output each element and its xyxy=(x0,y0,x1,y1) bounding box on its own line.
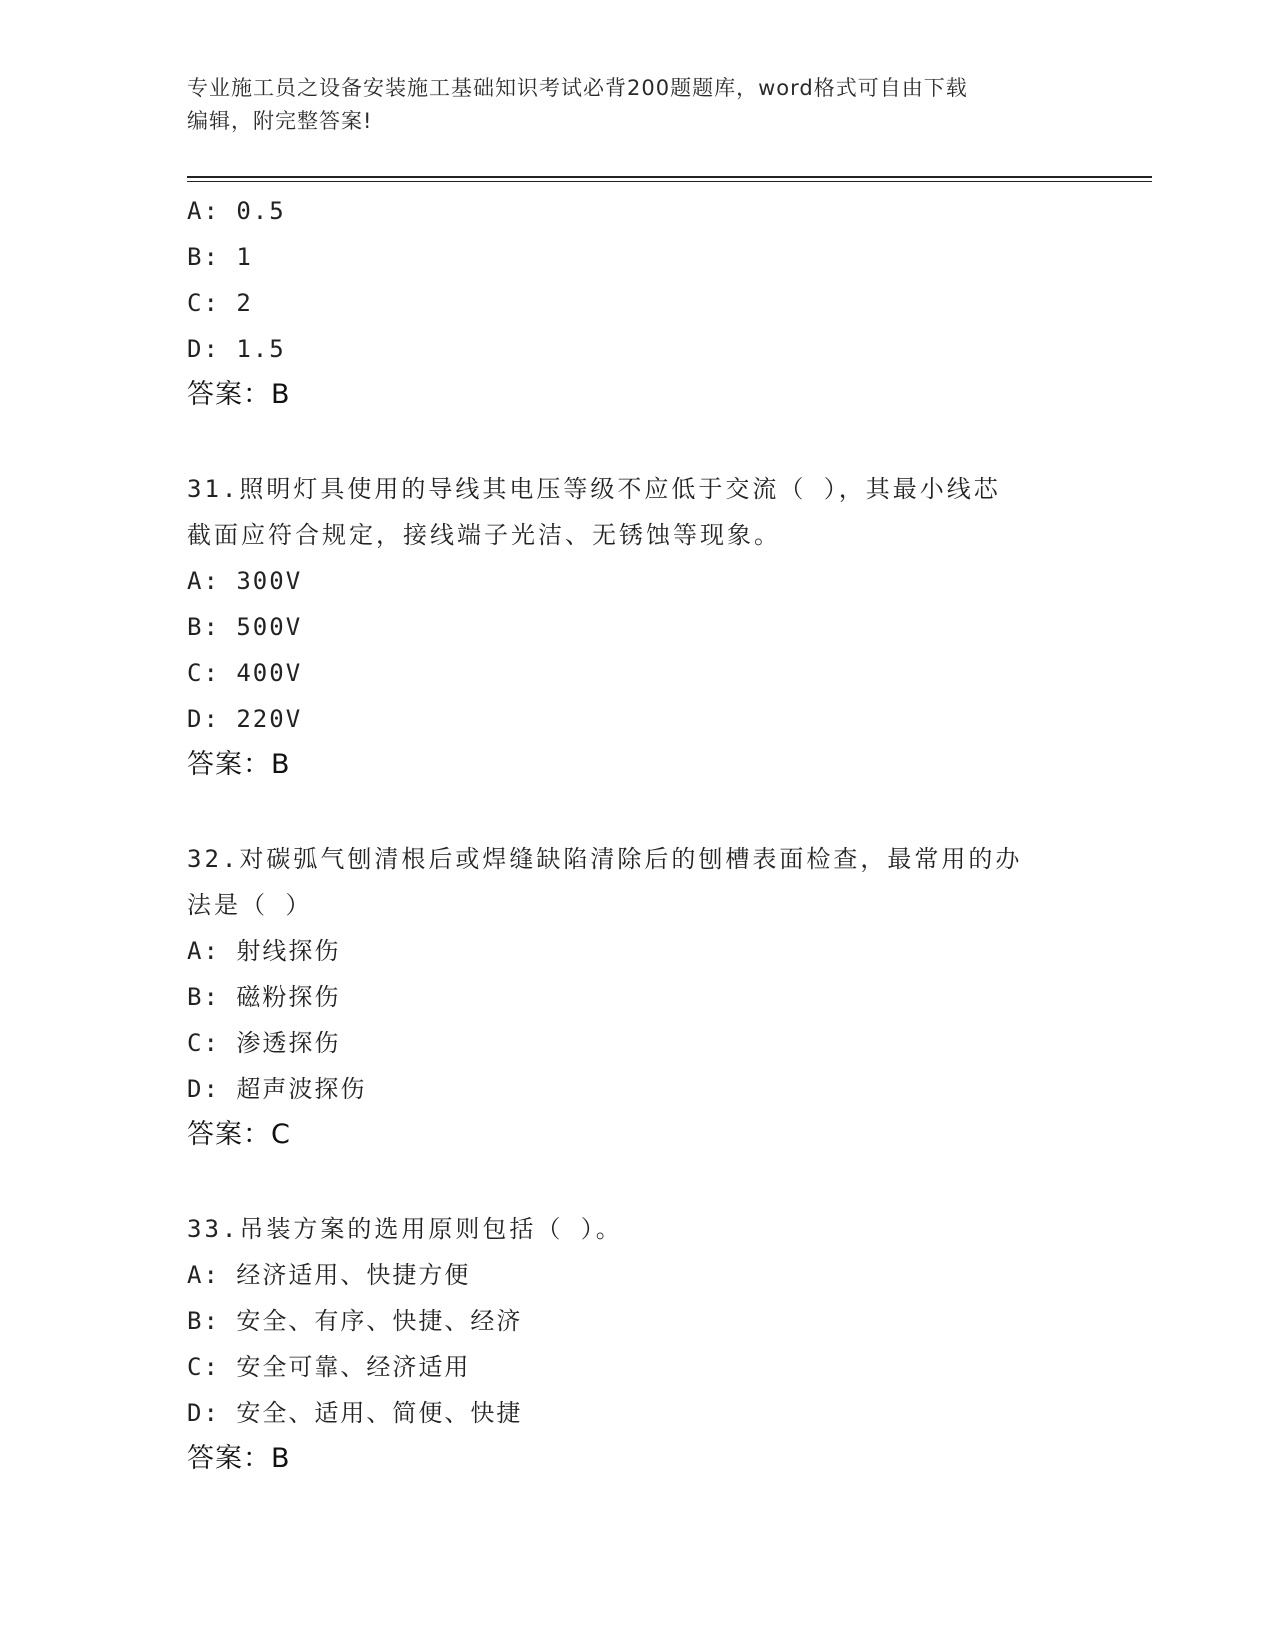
option-b: B: 磁粉探伤 xyxy=(187,983,341,1011)
question-spacer xyxy=(187,788,1087,836)
header-line-1: 专业施工员之设备安装施工基础知识考试必背200题题库，word格式可自由下载 xyxy=(187,76,968,100)
header-divider-bottom xyxy=(187,181,1152,182)
option-d: D: 220V xyxy=(187,705,303,733)
question-stem-line-1: 31.照明灯具使用的导线其电压等级不应低于交流（ ），其最小线芯 xyxy=(187,475,1001,503)
option-b: B: 1 xyxy=(187,243,253,271)
option-d: D: 1.5 xyxy=(187,335,286,363)
option-c: C: 安全可靠、经济适用 xyxy=(187,1353,471,1381)
question-30-continuation xyxy=(187,188,1087,418)
question-list xyxy=(187,188,1087,1482)
option-a: A: 经济适用、快捷方便 xyxy=(187,1261,471,1289)
option-a: A: 300V xyxy=(187,567,303,595)
question-32 xyxy=(187,836,1087,1158)
option-b: B: 500V xyxy=(187,613,303,641)
option-d: D: 安全、适用、简便、快捷 xyxy=(187,1399,523,1427)
question-spacer xyxy=(187,418,1087,466)
question-stem-line-2: 截面应符合规定，接线端子光洁、无锈蚀等现象。 xyxy=(187,521,781,549)
question-33 xyxy=(187,1206,1087,1482)
option-c: C: 2 xyxy=(187,289,253,317)
header-line-2: 编辑，附完整答案! xyxy=(187,109,373,133)
option-c: C: 渗透探伤 xyxy=(187,1029,341,1057)
document-header xyxy=(187,72,1087,138)
option-c: C: 400V xyxy=(187,659,303,687)
answer-label: 答案：C xyxy=(187,1119,291,1150)
answer-label: 答案：B xyxy=(187,379,291,410)
option-d: D: 超声波探伤 xyxy=(187,1075,367,1103)
question-spacer xyxy=(187,1158,1087,1206)
header-divider-top xyxy=(187,176,1152,178)
option-a: A: 射线探伤 xyxy=(187,937,341,965)
question-stem-line-2: 法是（ ） xyxy=(187,891,313,919)
question-stem-line-1: 33.吊装方案的选用原则包括（ ）。 xyxy=(187,1215,623,1243)
option-a: A: 0.5 xyxy=(187,197,286,225)
option-b: B: 安全、有序、快捷、经济 xyxy=(187,1307,523,1335)
question-31 xyxy=(187,466,1087,788)
answer-label: 答案：B xyxy=(187,749,291,780)
question-stem-line-1: 32.对碳弧气刨清根后或焊缝缺陷清除后的刨槽表面检查，最常用的办 xyxy=(187,845,1023,873)
answer-label: 答案：B xyxy=(187,1443,291,1474)
